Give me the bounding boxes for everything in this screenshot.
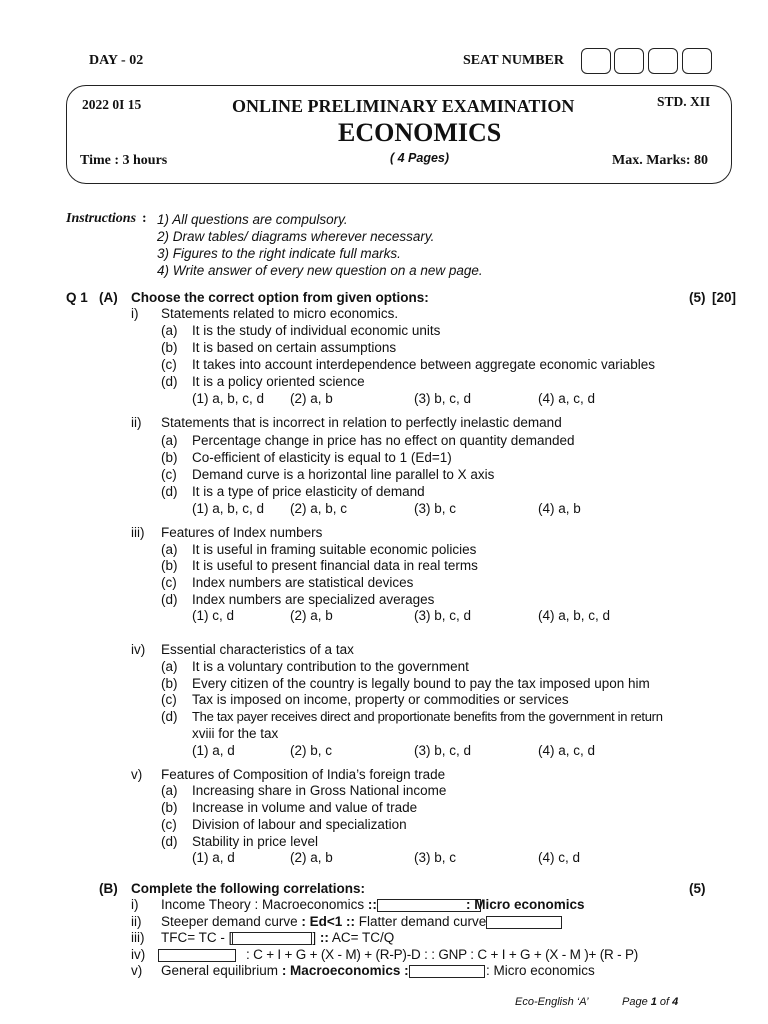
answer-choice: (3) b, c xyxy=(414,501,457,516)
correlation-item xyxy=(161,929,394,946)
option-tag: (c) xyxy=(161,575,177,590)
option-tag: (d) xyxy=(161,484,178,499)
option-text: Index numbers are statistical devices xyxy=(192,575,414,590)
seat-number-box-3[interactable] xyxy=(648,48,678,74)
correlation-number: i) xyxy=(131,897,139,912)
seat-number-box-4[interactable] xyxy=(682,48,712,74)
page-indicator xyxy=(622,996,678,1008)
option-tag: (a) xyxy=(161,659,178,674)
option-tag: (b) xyxy=(161,340,178,355)
answer-choice: (4) a, b xyxy=(538,501,581,516)
correlation-right xyxy=(466,896,585,913)
correlation-left: Income Theory : Macroeconomics xyxy=(161,897,368,912)
instruction-item: 4) Write answer of every new question on a new page. xyxy=(157,263,483,278)
answer-choice: (4) a, c, d xyxy=(538,391,596,406)
day-label: DAY - 02 xyxy=(89,53,144,68)
page-total: 4 xyxy=(672,996,679,1008)
option-text: Stability in price level xyxy=(192,834,319,849)
option-text: It is a type of price elasticity of demand xyxy=(192,484,425,499)
option-tag: (c) xyxy=(161,817,177,832)
option-continuation: xviii for the tax xyxy=(192,726,279,741)
correlation-left: Steeper demand curve xyxy=(161,914,302,929)
correlation-item xyxy=(161,896,481,913)
option-tag: (c) xyxy=(161,692,177,707)
option-text: Every citizen of the country is legally bound to pay the tax imposed upon him xyxy=(192,676,650,691)
answer-choice: (2) a, b xyxy=(290,391,333,406)
option-tag: (b) xyxy=(161,800,178,815)
question-stem: Statements that is incorrect in relation to perfectly inelastic demand xyxy=(161,415,562,430)
exam-date: 2022 0I 15 xyxy=(82,97,142,112)
correlation-colon: : Ed<1 xyxy=(301,914,346,929)
question-number: Q 1 xyxy=(66,290,88,305)
answer-choice: (2) b, c xyxy=(290,743,333,758)
answer-choice: (3) b, c, d xyxy=(414,608,472,623)
answer-blank[interactable] xyxy=(158,949,236,962)
part-b-heading: Complete the following correlations: xyxy=(131,881,366,896)
question-item-number: i) xyxy=(131,306,139,321)
question-stem: Features of Composition of India’s foreign trade xyxy=(161,767,446,782)
answer-choice: (2) a, b, c xyxy=(290,501,348,516)
part-b-marks: (5) xyxy=(689,881,706,896)
subject-title: ECONOMICS xyxy=(338,118,502,147)
page-count: ( 4 Pages) xyxy=(390,151,450,165)
page-number: 1 xyxy=(650,996,657,1008)
correlation-number: ii) xyxy=(131,914,142,929)
max-marks: Max. Marks: 80 xyxy=(612,153,709,168)
question-item-number: v) xyxy=(131,767,143,782)
paper-code: Eco-English ‘A’ xyxy=(515,996,589,1008)
correlation-item xyxy=(158,946,236,963)
option-tag: (d) xyxy=(161,834,178,849)
correlation-separator: :: xyxy=(367,897,377,912)
question-total-marks: [20] xyxy=(712,290,737,305)
question-item-number: iv) xyxy=(131,642,146,657)
option-text: The tax payer receives direct and proportionate benefits from the government in return xyxy=(192,709,663,724)
correlation-separator: :: xyxy=(319,930,329,945)
option-text: Division of labour and specialization xyxy=(192,817,407,832)
option-text: It is the study of individual economic units xyxy=(192,323,441,338)
answer-choice: (4) a, c, d xyxy=(538,743,596,758)
instructions-label: Instructions xyxy=(66,211,137,226)
instruction-item: 2) Draw tables/ diagrams wherever necessary. xyxy=(157,229,435,244)
option-tag: (d) xyxy=(161,374,178,389)
correlation-item xyxy=(161,913,562,930)
option-tag: (d) xyxy=(161,709,178,724)
answer-blank[interactable] xyxy=(232,932,312,945)
option-text: It takes into account interdependence between aggregate economic variables xyxy=(192,357,656,372)
correlation-left: General equilibrium xyxy=(161,963,282,978)
option-text: It is a voluntary contribution to the government xyxy=(192,659,469,674)
correlation-number: iv) xyxy=(131,947,146,962)
instruction-item: 1) All questions are compulsory. xyxy=(157,212,348,227)
correlation-bracket-close: ] xyxy=(312,930,320,945)
option-text: It is a policy oriented science xyxy=(192,374,365,389)
answer-choice: (4) c, d xyxy=(538,850,581,865)
page-label: Page xyxy=(622,996,651,1008)
option-text: Percentage change in price has no effect on quantity demanded xyxy=(192,433,575,448)
standard-label: STD. XII xyxy=(657,94,711,109)
question-stem: Essential characteristics of a tax xyxy=(161,642,354,657)
part-a-heading: Choose the correct option from given options: xyxy=(131,290,429,305)
answer-choice: (2) a, b xyxy=(290,850,333,865)
option-text: Increasing share in Gross National income xyxy=(192,783,447,798)
answer-choice: (1) a, d xyxy=(192,743,235,758)
seat-number-box-2[interactable] xyxy=(614,48,644,74)
option-text: It is based on certain assumptions xyxy=(192,340,397,355)
option-tag: (c) xyxy=(161,357,177,372)
correlation-left: TFC= TC - [ xyxy=(161,930,233,945)
option-tag: (b) xyxy=(161,676,178,691)
question-item-number: iii) xyxy=(131,525,145,540)
option-tag: (d) xyxy=(161,592,178,607)
answer-blank[interactable] xyxy=(486,916,562,929)
answer-choice: (1) a, d xyxy=(192,850,235,865)
correlation-number: iii) xyxy=(131,930,145,945)
answer-choice: (1) c, d xyxy=(192,608,235,623)
option-tag: (a) xyxy=(161,433,178,448)
correlation-number: v) xyxy=(131,963,143,978)
answer-choice: (1) a, b, c, d xyxy=(192,501,265,516)
question-item-number: ii) xyxy=(131,415,142,430)
correlation-right-text: : Micro economics xyxy=(466,897,585,912)
correlation-right-text: AC= TC/Q xyxy=(328,930,395,945)
question-stem: Features of Index numbers xyxy=(161,525,323,540)
option-text: Co-efficient of elasticity is equal to 1 (Ed=1) xyxy=(192,450,452,465)
option-tag: (a) xyxy=(161,542,178,557)
answer-blank[interactable] xyxy=(409,965,485,978)
option-text: Tax is imposed on income, property or commodities or services xyxy=(192,692,569,707)
part-b-label: (B) xyxy=(99,881,118,896)
correlation-right-text: : C + I + G + (X - M) + (R-P)-D : : GNP : C + I + G + (X - M )+ (R - P) xyxy=(246,947,639,962)
exam-title: ONLINE PRELIMINARY EXAMINATION xyxy=(232,96,575,116)
answer-choice: (3) b, c xyxy=(414,850,457,865)
option-text: It is useful in framing suitable economic policies xyxy=(192,542,477,557)
seat-number-label: SEAT NUMBER xyxy=(463,53,565,68)
part-a-marks: (5) xyxy=(689,290,706,305)
correlation-separator: :: xyxy=(345,914,355,929)
option-text: Increase in volume and value of trade xyxy=(192,800,418,815)
instruction-item: 3) Figures to the right indicate full marks. xyxy=(157,246,401,261)
correlation-right-text: : Micro economics xyxy=(486,963,595,978)
answer-choice: (4) a, b, c, d xyxy=(538,608,611,623)
option-text: It is useful to present financial data in real terms xyxy=(192,558,478,573)
correlation-separator: : xyxy=(404,963,409,978)
answer-choice: (1) a, b, c, d xyxy=(192,391,265,406)
exam-duration: Time : 3 hours xyxy=(80,153,168,168)
option-tag: (b) xyxy=(161,558,178,573)
option-tag: (a) xyxy=(161,783,178,798)
seat-number-box-1[interactable] xyxy=(581,48,611,74)
answer-choice: (3) b, c, d xyxy=(414,743,472,758)
option-tag: (b) xyxy=(161,450,178,465)
option-tag: (a) xyxy=(161,323,178,338)
option-text: Demand curve is a horizontal line parallel to X axis xyxy=(192,467,495,482)
answer-choice: (3) b, c, d xyxy=(414,391,472,406)
option-text: Index numbers are specialized averages xyxy=(192,592,435,607)
correlation-right-text: Flatter demand curve xyxy=(354,914,487,929)
instructions-colon: : xyxy=(142,211,147,226)
part-a-label: (A) xyxy=(99,290,118,305)
page-of: of xyxy=(656,996,673,1008)
option-tag: (c) xyxy=(161,467,177,482)
correlation-colon: : Macroeconomics xyxy=(281,963,405,978)
correlation-item xyxy=(161,962,485,979)
answer-choice: (2) a, b xyxy=(290,608,333,623)
question-stem: Statements related to micro economics. xyxy=(161,306,399,321)
